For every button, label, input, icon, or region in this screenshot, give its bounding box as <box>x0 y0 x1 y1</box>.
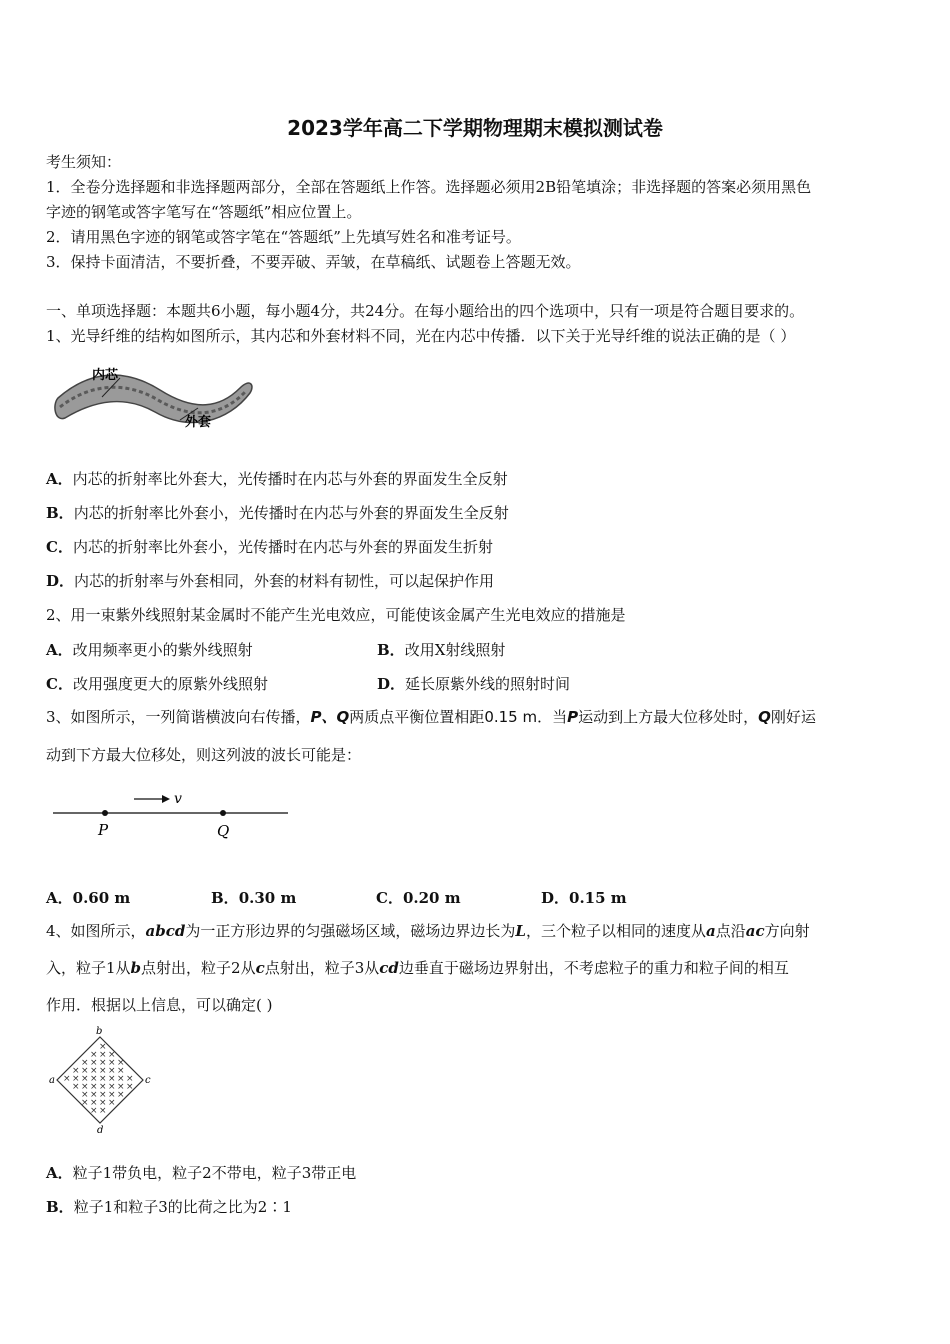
corner-b-label: b <box>96 1026 103 1037</box>
field-cross-mark: × <box>99 1058 107 1068</box>
q4-stem-line3: 作用．根据以上信息，可以确定( ) <box>46 996 273 1014</box>
field-cross-mark: × <box>117 1058 125 1068</box>
velocity-label: v <box>174 791 182 807</box>
corner-c-label: c <box>145 1075 151 1086</box>
q1-stem: 1、光导纤维的结构如图所示，其内芯和外套材料不同，光在内芯中传播．以下关于光导纤维的说法正确的是（ ） <box>46 327 796 345</box>
q3-stem-line1: 3、如图所示，一列简谐横波向右传播，P、Q两质点平衡位置相距0.15 m．当P运动到上方最大位移处时，Q刚好运 <box>46 708 816 726</box>
field-cross-mark: × <box>81 1074 89 1084</box>
notice-item-1b: 字迹的钢笔或答字笔写在“答题纸”相应位置上。 <box>46 203 362 221</box>
wave-figure <box>50 785 295 845</box>
field-cross-mark: × <box>117 1090 125 1100</box>
field-crosses <box>63 1042 134 1116</box>
q2-option-c: C．改用强度更大的原紫外线照射 <box>46 675 268 693</box>
corner-a-label: a <box>49 1075 55 1086</box>
field-cross-mark: × <box>63 1074 71 1084</box>
q1-option-b: B．内芯的折射率比外套小，光传播时在内芯与外套的界面发生全反射 <box>46 504 509 522</box>
sheath-label: 外套 <box>185 415 212 430</box>
page-title: 2023学年高二下学期物理期末模拟测试卷 <box>287 116 663 140</box>
field-cross-mark: × <box>108 1098 116 1108</box>
field-cross-mark: × <box>81 1066 89 1076</box>
notice-heading: 考生须知： <box>46 153 122 171</box>
field-cross-mark: × <box>117 1082 125 1092</box>
field-cross-mark: × <box>90 1106 98 1116</box>
point-p <box>102 810 108 816</box>
q4-stem-line1: 4、如图所示，abcd为一正方形边界的匀强磁场区域，磁场边界边长为L，三个粒子以相同的速度从a点沿ac方向射 <box>46 922 810 940</box>
q2-option-d: D．延长原紫外线的照射时间 <box>377 675 571 693</box>
notice-item-3: 3．保持卡面清洁，不要折叠，不要弄破、弄皱，在草稿纸、试题卷上答题无效。 <box>46 253 581 271</box>
field-cross-mark: × <box>117 1074 125 1084</box>
point-q <box>220 810 226 816</box>
q3-stem-line2: 动到下方最大位移处，则这列波的波长可能是： <box>46 746 362 764</box>
core-label: 内芯 <box>92 368 119 383</box>
q3-option-d: D．0.15 m <box>541 889 627 907</box>
q3-option-c: C．0.20 m <box>376 889 461 907</box>
q2-stem: 2、用一束紫外线照射某金属时不能产生光电效应，可能使该金属产生光电效应的措施是 <box>46 606 626 624</box>
q4-option-a: A．粒子1带负电，粒子2不带电，粒子3带正电 <box>46 1164 357 1182</box>
field-cross-mark: × <box>99 1082 107 1092</box>
field-cross-mark: × <box>99 1042 107 1052</box>
notice-item-2: 2．请用黑色字迹的钢笔或答字笔在“答题纸”上先填写姓名和准考证号。 <box>46 228 521 246</box>
q1-option-c: C．内芯的折射率比外套小，光传播时在内芯与外套的界面发生折射 <box>46 538 493 556</box>
field-cross-mark: × <box>72 1082 80 1092</box>
optical-fiber-figure <box>50 360 265 440</box>
field-cross-mark: × <box>99 1090 107 1100</box>
q1-option-a: A．内芯的折射率比外套大，光传播时在内芯与外套的界面发生全反射 <box>46 470 508 488</box>
q4-option-b: B．粒子1和粒子3的比荷之比为2∶1 <box>46 1198 292 1216</box>
q4-stem-line2: 入，粒子1从b点射出，粒子2从c点射出，粒子3从cd边垂直于磁场边界射出，不考虑粒子的重力和粒子间的相互 <box>46 959 789 977</box>
q2-option-b: B．改用X射线照射 <box>377 641 506 659</box>
field-cross-mark: × <box>72 1066 80 1076</box>
notice-item-1a: 1．全卷分选择题和非选择题两部分，全部在答题纸上作答。选择题必须用2B铅笔填涂；非选择题的答案必须用黑色 <box>46 178 812 196</box>
field-cross-mark: × <box>81 1098 89 1108</box>
magnetic-field-figure <box>46 1024 156 1136</box>
field-cross-mark: × <box>108 1082 116 1092</box>
field-cross-mark: × <box>90 1074 98 1084</box>
field-cross-mark: × <box>90 1058 98 1068</box>
field-cross-mark: × <box>90 1098 98 1108</box>
field-cross-mark: × <box>108 1050 116 1060</box>
q1-option-d: D．内芯的折射率与外套相同，外套的材料有韧性，可以起保护作用 <box>46 572 495 590</box>
field-cross-mark: × <box>117 1066 125 1076</box>
q3-option-b: B．0.30 m <box>211 889 297 907</box>
field-cross-mark: × <box>99 1050 107 1060</box>
field-cross-mark: × <box>99 1106 107 1116</box>
section-heading: 一、单项选择题：本题共6小题，每小题4分，共24分。在每小题给出的四个选项中，只有一项是符合题目要求的。 <box>46 302 805 320</box>
field-cross-mark: × <box>108 1074 116 1084</box>
q-label: Q <box>217 822 230 840</box>
field-cross-mark: × <box>108 1090 116 1100</box>
p-label: P <box>98 821 109 839</box>
field-cross-mark: × <box>99 1066 107 1076</box>
q3-option-a: A．0.60 m <box>46 889 131 907</box>
field-cross-mark: × <box>126 1082 134 1092</box>
field-cross-mark: × <box>81 1082 89 1092</box>
field-cross-mark: × <box>126 1074 134 1084</box>
field-cross-mark: × <box>72 1074 80 1084</box>
field-cross-mark: × <box>90 1066 98 1076</box>
field-cross-mark: × <box>81 1058 89 1068</box>
velocity-arrow-head <box>162 795 170 803</box>
field-cross-mark: × <box>90 1050 98 1060</box>
field-cross-mark: × <box>108 1066 116 1076</box>
field-cross-mark: × <box>81 1090 89 1100</box>
field-cross-mark: × <box>90 1082 98 1092</box>
field-cross-mark: × <box>108 1058 116 1068</box>
field-cross-mark: × <box>99 1074 107 1084</box>
field-cross-mark: × <box>99 1098 107 1108</box>
q2-option-a: A．改用频率更小的紫外线照射 <box>46 641 253 659</box>
field-cross-mark: × <box>90 1090 98 1100</box>
corner-d-label: d <box>97 1125 104 1136</box>
